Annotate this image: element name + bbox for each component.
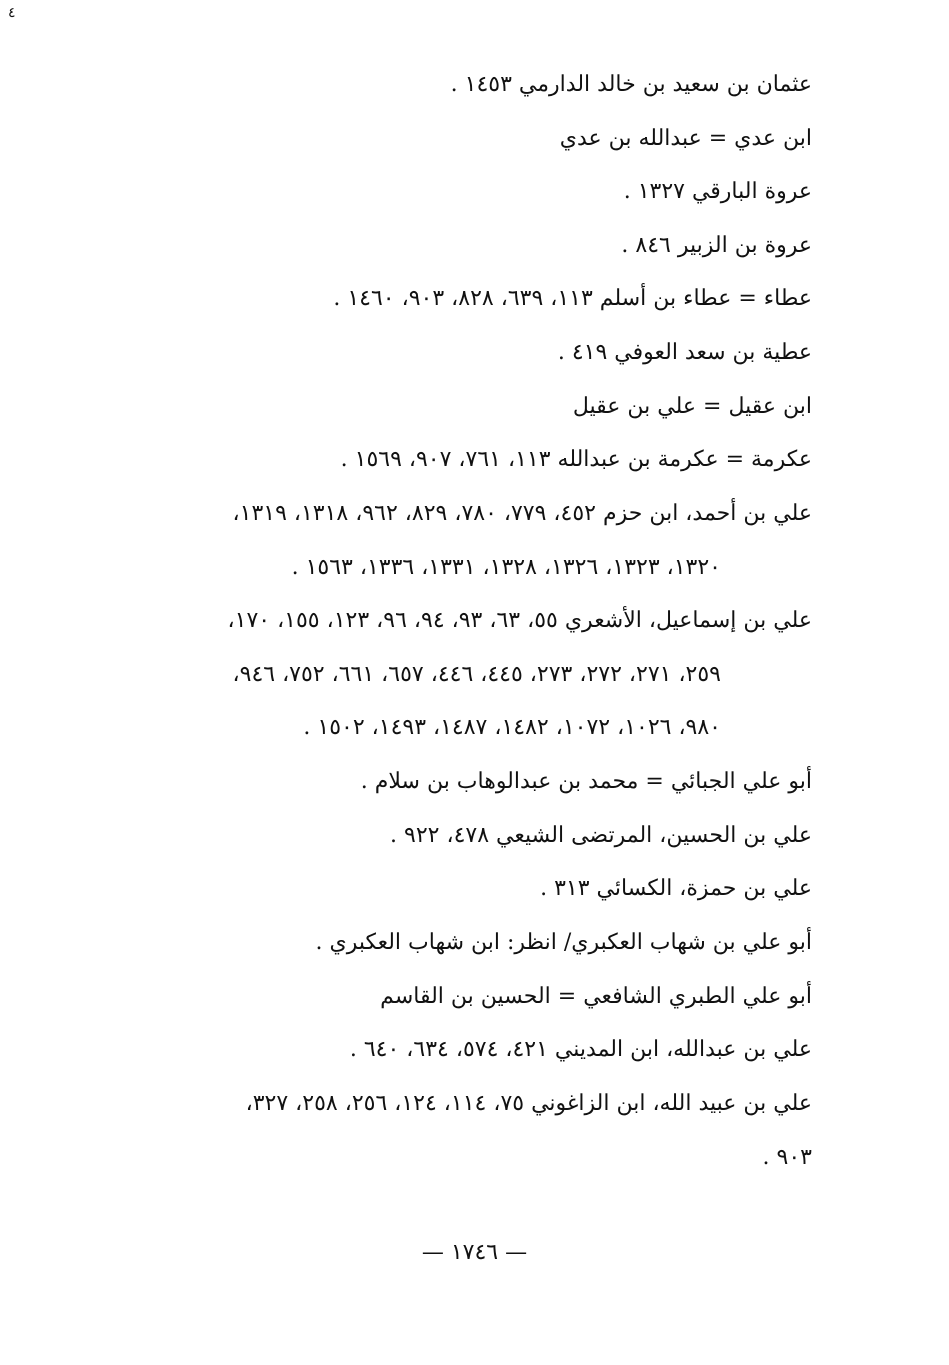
index-entry: عطاء = عطاء بن أسلم ١١٣، ٦٣٩، ٨٢٨، ٩٠٣، ١٤٦٠ . [333,286,812,311]
index-entry: علي بن عبيد الله، ابن الزاغوني ٧٥، ١١٤، ١٢٤، ٢٥٦، ٢٥٨، ٣٢٧، [245,1091,812,1116]
index-entry: أبو علي الجبائي = محمد بن عبدالوهاب بن سلام . [360,769,812,794]
index-entry: علي بن حمزة، الكسائي ٣١٣ . [540,876,812,901]
index-entry: علي بن الحسين، المرتضى الشيعي ٤٧٨، ٩٢٢ . [390,823,812,848]
index-entry: أبو علي الطبري الشافعي = الحسين بن القاسم [380,984,812,1009]
index-entry: عثمان بن سعيد بن خالد الدارمي ١٤٥٣ . [450,72,812,97]
index-entry-continuation: ٩٨٠، ١٠٢٦، ١٠٧٢، ١٤٨٢، ١٤٨٧، ١٤٩٣، ١٥٠٢ . [303,715,721,740]
corner-mark: ٤ [8,5,16,21]
index-entry: أبو علي بن شهاب العكبري/ انظر: ابن شهاب العكبري . [315,930,812,955]
index-entry-continuation: ١٣٢٠، ١٣٢٣، ١٣٢٦، ١٣٢٨، ١٣٣١، ١٣٣٦، ١٥٦٣ . [291,555,721,580]
index-entry: عكرمة = عكرمة بن عبدالله ١١٣، ٧٦١، ٩٠٧، ١٥٦٩ . [340,447,812,472]
index-entry: عروة بن الزبير ٨٤٦ . [621,233,812,258]
index-entry: ابن عقيل = علي بن عقيل [572,394,812,419]
index-entry: علي بن إسماعيل، الأشعري ٥٥، ٦٣، ٩٣، ٩٤، ٩٦، ١٢٣، ١٥٥، ١٧٠، [227,608,812,633]
index-entry: عروة البارقي ١٣٢٧ . [623,179,812,204]
index-entry-continuation: ٢٥٩، ٢٧١، ٢٧٢، ٢٧٣، ٤٤٥، ٤٤٦، ٦٥٧، ٦٦١، ٧٥٢، ٩٤٦، [232,662,721,687]
index-entry: علي بن عبدالله، ابن المديني ٤٢١، ٥٧٤، ٦٣٤، ٦٤٠ . [349,1037,812,1062]
index-entry: عطية بن سعد العوفي ٤١٩ . [557,340,812,365]
index-entry: علي بن أحمد، ابن حزم ٤٥٢، ٧٧٩، ٧٨٠، ٨٢٩، ٩٦٢، ١٣١٨، ١٣١٩، [232,501,812,526]
page-number: — ١٧٤٦ — [421,1240,528,1265]
index-entry: ابن عدي = عبدالله بن عدي [559,126,812,151]
index-entry-continuation: ٩٠٣ . [762,1145,812,1170]
